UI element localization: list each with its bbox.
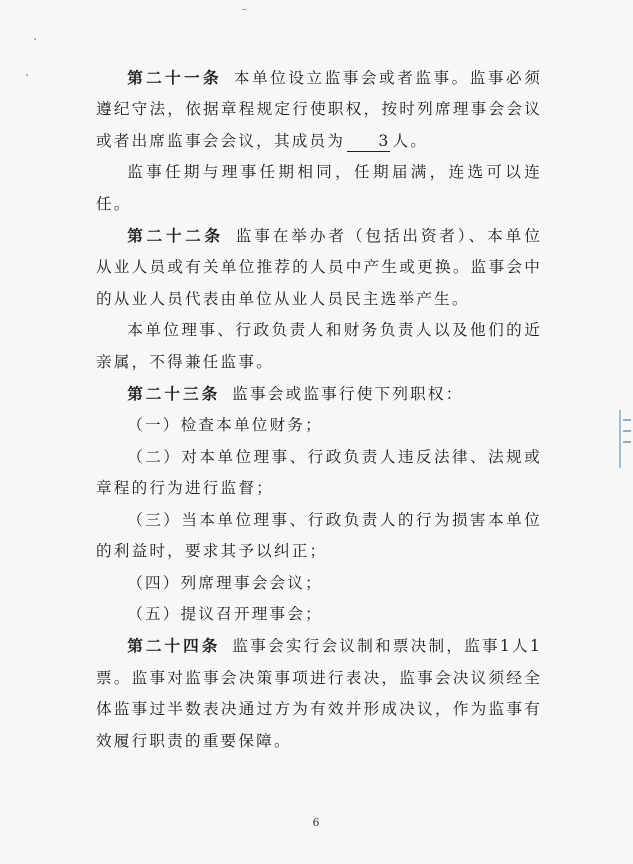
list-item-text: （三）当本单位理事、行政负责人的行为损害本单位的利益时，要求其予以纠正； xyxy=(96,510,542,561)
page-number: 6 xyxy=(312,816,320,829)
paragraph-text: 本单位设立监事会或者监事。监事必须遵纪守法，依据章程规定行使职权，按时列席理事会会议或者出席监事会会议，其成员为 xyxy=(96,69,542,150)
paragraph-text: 监事在举办者（包括出资者）、本单位从业人员或有关单位推荐的人员中产生或更换。监事会中的从业人员代表由单位从业人员民主选举产生。 xyxy=(96,227,542,308)
article-heading: 第二十二条 xyxy=(127,226,224,246)
filled-blank: 3 xyxy=(347,131,390,152)
list-item xyxy=(96,410,542,441)
article-heading: 第二十三条 xyxy=(127,384,221,404)
list-item xyxy=(96,505,542,568)
list-item-text: （二）对本单位理事、行政负责人违反法律、法规或章程的行为进行监督； xyxy=(96,447,542,498)
paragraph xyxy=(96,378,542,410)
paragraph xyxy=(96,315,542,378)
paragraph-text: 本单位理事、行政负责人和财务负责人以及他们的近亲属，不得兼任监事。 xyxy=(96,321,542,371)
paragraph xyxy=(96,220,542,315)
list-item-text: （一）检查本单位财务； xyxy=(127,416,323,435)
article-heading: 第二十一条 xyxy=(127,68,222,87)
list-item-text: （五）提议召开理事会； xyxy=(127,604,323,623)
article-heading: 第二十四条 xyxy=(127,636,221,656)
paragraph xyxy=(96,157,542,220)
list-item xyxy=(96,599,542,630)
document-body xyxy=(96,62,542,757)
paragraph xyxy=(96,630,542,757)
list-item-text: （四）列席理事会会议； xyxy=(127,573,323,592)
scan-speck xyxy=(242,9,247,10)
paragraph xyxy=(96,62,542,157)
paragraph-text: 监事任期与理事任期相同，任期届满，连选可以连任。 xyxy=(96,163,542,213)
scan-edge-mark xyxy=(619,410,633,468)
scan-speck xyxy=(26,74,28,76)
list-item xyxy=(96,568,542,599)
scan-speck xyxy=(34,38,36,40)
list-item xyxy=(96,442,542,505)
paragraph-text: 监事会或监事行使下列职权： xyxy=(232,385,464,404)
paragraph-text: 人。 xyxy=(392,131,429,150)
paragraph-text: 监事会实行会议制和票决制，监事1人1票。监事对监事会决策事项进行表决，监事会决议须经全体监事过半数表决通过方为有效并形成决议，作为监事有效履行职责的重要保障。 xyxy=(96,637,542,750)
